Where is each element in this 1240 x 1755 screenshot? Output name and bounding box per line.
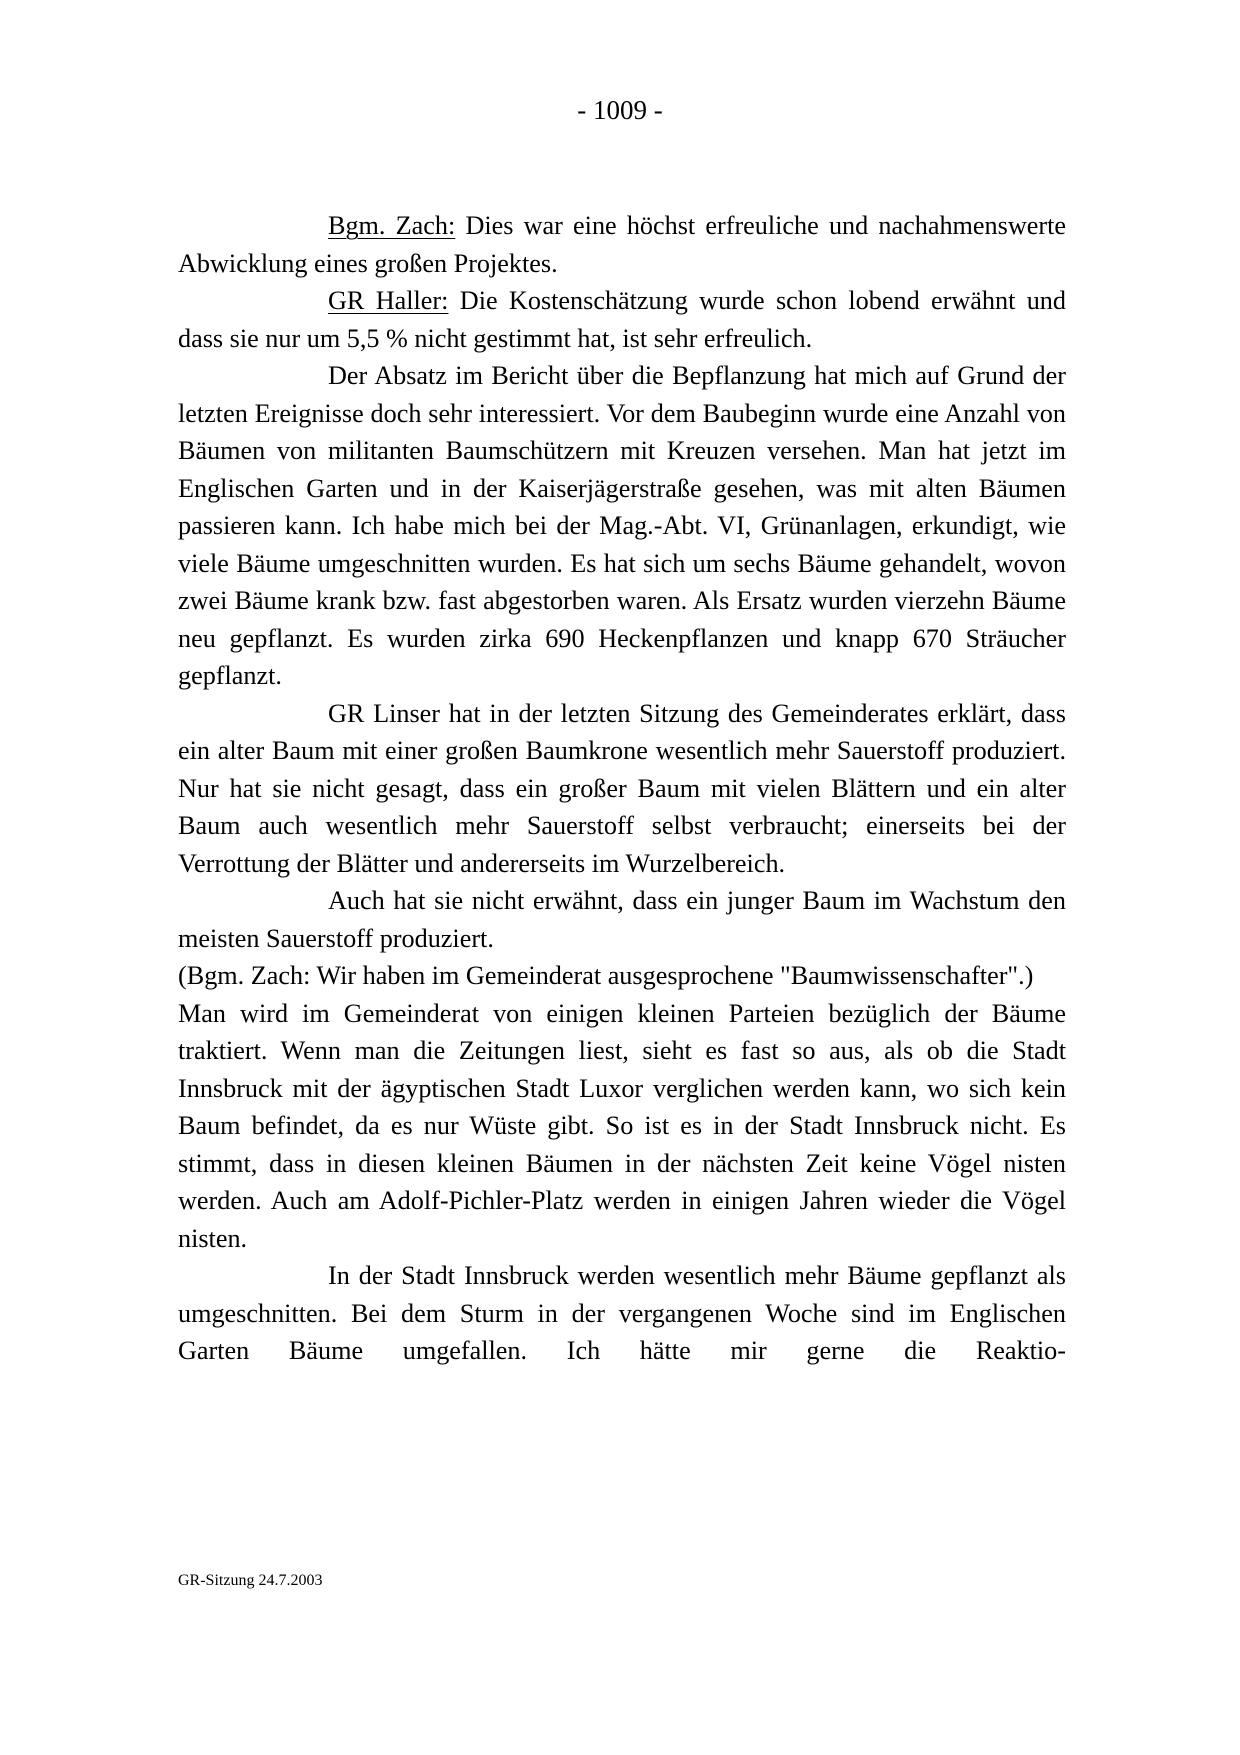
document-body [178,207,1066,1370]
paragraph-parteien: Man wird im Gemeinderat von einigen kleinen Parteien bezüglich der Bäume traktiert. Wenn man die Zeitungen liest, sieht es fast so aus, als ob die Stadt Innsbruck mit der ägyptischen Stadt Luxor verglichen werden kann, wo sich kein Baum befindet, da es nur Wüste gibt. So ist es in der Stadt Innsbruck nicht. Es stimmt, dass in diesen kleinen Bäumen in der nächsten Zeit keine Vögel nisten werden. Auch am Adolf-Pichler-Platz werden in einigen Jahren wieder die Vögel nisten. [178,998,1066,1253]
paragraph-gr-linser: GR Linser hat in der letzten Sitzung des Gemeinderates erklärt, dass ein alter Baum mit einer großen Baumkrone wesentlich mehr Sauerstoff produziert. Nur hat sie nicht gesagt, dass ein großer Baum mit vielen Blättern und ein alter Baum auch wesentlich mehr Sauerstoff selbst verbraucht; einerseits bei der Verrottung der Blätter und andererseits im Wurzelbereich. [178,698,1066,878]
paragraph-bepflanzung: Der Absatz im Bericht über die Bepflanzung hat mich auf Grund der letzten Ereignisse doch sehr interessiert. Vor dem Baubeginn wurde eine Anzahl von Bäumen von militanten Baumschützern mit Kreuzen versehen. Man hat jetzt im Englischen Garten und in der Kaiserjägerstraße gesehen, was mit alten Bäumen passieren kann. Ich habe mich bei der Mag.-Abt. VI, Grünanlagen, erkundigt, wie viele Bäume umgeschnitten wurden. Es hat sich um sechs Bäume gehandelt, wovon zwei Bäume krank bzw. fast abgestorben waren. Als Ersatz wurden vierzehn Bäume neu gepflanzt. Es wurden zirka 690 Heckenpflanzen und knapp 670 Sträucher gepflanzt. [178,361,1066,690]
speaker-name: Bgm. Zach: [328,211,456,240]
paragraph-text: Dies war eine höchst erfreuliche und nachahmenswerte Abwicklung eines großen Projektes. [178,211,1066,278]
paragraph-bgm-zach [178,207,1066,282]
page-number: - 1009 - [577,95,663,125]
paragraph-gr-haller [178,282,1066,357]
speaker-name: GR Haller: [328,286,449,315]
footer-session-date: GR-Sitzung 24.7.2003 [178,1572,323,1589]
paragraph-junger-baum: Auch hat sie nicht erwähnt, dass ein junger Baum im Wachstum den meisten Sauerstoff produziert. [178,886,1066,953]
paragraph-text: Die Kostenschätzung wurde schon lobend erwähnt und dass sie nur um 5,5 % nicht gestimmt hat, ist sehr erfreulich. [178,286,1066,353]
paragraph-innsbruck-baeume: In der Stadt Innsbruck werden wesentlich mehr Bäume gepflanzt als umgeschnitten. Bei dem Sturm in der vergangenen Woche sind im Englischen Garten Bäume umgefallen. Ich hätte mir gerne die Reaktio- [178,1261,1066,1365]
paragraph-interjection: (Bgm. Zach: Wir haben im Gemeinderat ausgesprochene "Baumwissenschafter".) [178,961,1034,990]
